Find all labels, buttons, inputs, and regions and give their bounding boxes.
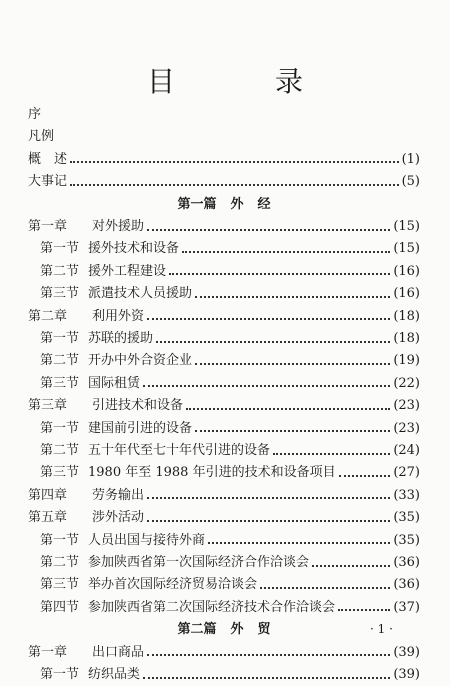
toc-page-number: (35) [393, 510, 420, 526]
toc-section [28, 373, 420, 395]
toc-page-number: (15) [393, 219, 420, 234]
toc-page-number: (35) [393, 532, 420, 548]
toc-chapter [28, 306, 420, 328]
toc-entry-label: 大事记 [28, 174, 68, 190]
dot-leader [143, 676, 390, 679]
toc-page-number: (33) [393, 487, 420, 503]
toc-section [28, 552, 420, 574]
entry-title: 对外援助 [92, 219, 145, 234]
toc-front-label: 序 [28, 107, 42, 122]
dot-leader [147, 519, 390, 522]
toc-page-number: (22) [393, 375, 420, 391]
toc-page-number: (24) [393, 443, 420, 458]
dot-leader [182, 250, 390, 253]
toc-chapter [28, 216, 420, 238]
entry-title: 纺织品类 [88, 667, 141, 682]
toc-front-item [28, 126, 420, 148]
entry-title: 引进技术和设备 [92, 398, 184, 414]
chapter-number: 第二章 [28, 308, 68, 324]
section-number: 第一节 [40, 241, 80, 257]
section-number: 第二节 [40, 555, 80, 570]
entry-title: 苏联的援助 [88, 331, 154, 346]
section-number: 第二节 [40, 263, 80, 279]
entry-title: 劳务输出 [92, 487, 145, 503]
dot-leader [312, 564, 390, 567]
toc-page-number: (1) [401, 151, 420, 167]
toc-front-label: 凡例 [28, 129, 55, 145]
entry-title: 派遣技术人员援助 [88, 286, 193, 302]
toc-page-number: (36) [393, 577, 420, 593]
toc-section [28, 664, 420, 686]
toc-section [28, 574, 420, 596]
dot-leader [147, 228, 390, 231]
toc-page-number: (16) [393, 286, 420, 302]
chapter-number: 第三章 [28, 398, 68, 414]
part-number: 第二篇 [177, 622, 217, 638]
dot-leader [147, 496, 390, 499]
toc-page-number: (36) [393, 555, 420, 570]
dot-leader [273, 452, 390, 455]
dot-leader [195, 295, 390, 298]
dot-leader [147, 653, 390, 656]
entry-title: 1980 年至 1988 年引进的技术和设备项目 [88, 465, 336, 481]
entry-title: 援外工程建设 [88, 263, 167, 279]
toc-section [28, 350, 420, 372]
dot-leader [338, 608, 390, 611]
page-number: · 1 · [370, 622, 393, 636]
toc-page-number: (15) [393, 241, 420, 257]
section-number: 第三节 [40, 286, 80, 302]
toc-page-number: (39) [393, 644, 420, 660]
toc-section [28, 440, 420, 462]
toc-page-number: (16) [393, 263, 420, 279]
toc-entry-label: 概 述 [28, 151, 68, 167]
section-number: 第三节 [40, 375, 80, 391]
toc-page-number: (39) [393, 667, 420, 682]
entry-title: 开办中外合资企业 [88, 353, 193, 369]
section-number: 第三节 [40, 577, 80, 593]
toc-section [28, 418, 420, 440]
chapter-number: 第五章 [28, 510, 68, 526]
entry-title: 援外技术和设备 [88, 241, 180, 257]
dot-leader [169, 272, 390, 275]
dot-leader [147, 317, 390, 320]
toc-page-number: (23) [393, 420, 420, 436]
toc-chapter [28, 485, 420, 507]
toc-page-number: (18) [393, 331, 420, 346]
toc-section [28, 597, 420, 619]
dot-leader [70, 160, 399, 163]
toc-chapter [28, 642, 420, 664]
entry-title: 参加陕西省第一次国际经济合作洽谈会 [88, 555, 310, 570]
toc-section [28, 261, 420, 283]
entry-title: 建国前引进的设备 [88, 420, 193, 436]
entry-title: 参加陕西省第二次国际经济技术合作洽谈会 [88, 599, 336, 615]
section-number: 第四节 [40, 599, 80, 615]
entry-title: 涉外活动 [92, 510, 145, 526]
toc-page-number: (37) [393, 599, 420, 615]
entry-title: 人员出国与接待外商 [88, 532, 206, 548]
dot-leader [143, 384, 390, 387]
entry-title: 国际租赁 [88, 375, 141, 391]
section-number: 第三节 [40, 465, 80, 481]
dot-leader [156, 340, 390, 343]
section-number: 第一节 [40, 420, 80, 436]
section-number: 第一节 [40, 532, 80, 548]
page-title: 目 录 [146, 65, 339, 98]
toc-entry [28, 149, 420, 171]
toc-section [28, 238, 420, 260]
dot-leader [208, 541, 390, 544]
toc-front-item [28, 104, 420, 126]
section-number: 第一节 [40, 667, 80, 682]
toc-chapter [28, 507, 420, 529]
toc-page-number: (19) [393, 353, 420, 369]
section-number: 第一节 [40, 331, 80, 346]
entry-title: 出口商品 [92, 644, 145, 660]
toc-entry [28, 171, 420, 193]
part-heading [28, 619, 420, 641]
chapter-number: 第一章 [28, 219, 68, 234]
toc-chapter [28, 395, 420, 417]
section-number: 第二节 [40, 353, 80, 369]
part-title-char: 经 [257, 196, 271, 212]
section-number: 第二节 [40, 443, 80, 458]
dot-leader [260, 586, 390, 589]
chapter-number: 第四章 [28, 487, 68, 503]
part-number: 第一篇 [177, 196, 217, 212]
dot-leader [195, 429, 390, 432]
toc-section [28, 530, 420, 552]
toc-section [28, 283, 420, 305]
dot-leader [186, 407, 390, 410]
toc-page-number: (5) [401, 174, 420, 190]
entry-title: 五十年代至七十年代引进的设备 [88, 443, 271, 458]
dot-leader [339, 474, 391, 477]
part-title-char: 外 [230, 622, 244, 638]
toc-section [28, 462, 420, 484]
toc-page-number: (18) [393, 308, 420, 324]
dot-leader [70, 183, 399, 186]
toc-page-number: (23) [393, 398, 420, 414]
toc-page-number: (27) [393, 465, 420, 481]
part-title-char: 贸 [257, 622, 271, 638]
chapter-number: 第一章 [28, 644, 68, 660]
toc-section [28, 328, 420, 350]
entry-title: 举办首次国际经济贸易洽谈会 [88, 577, 258, 593]
part-title-char: 外 [230, 196, 244, 212]
entry-title: 利用外资 [92, 308, 145, 324]
dot-leader [195, 362, 390, 365]
part-heading [28, 194, 420, 216]
